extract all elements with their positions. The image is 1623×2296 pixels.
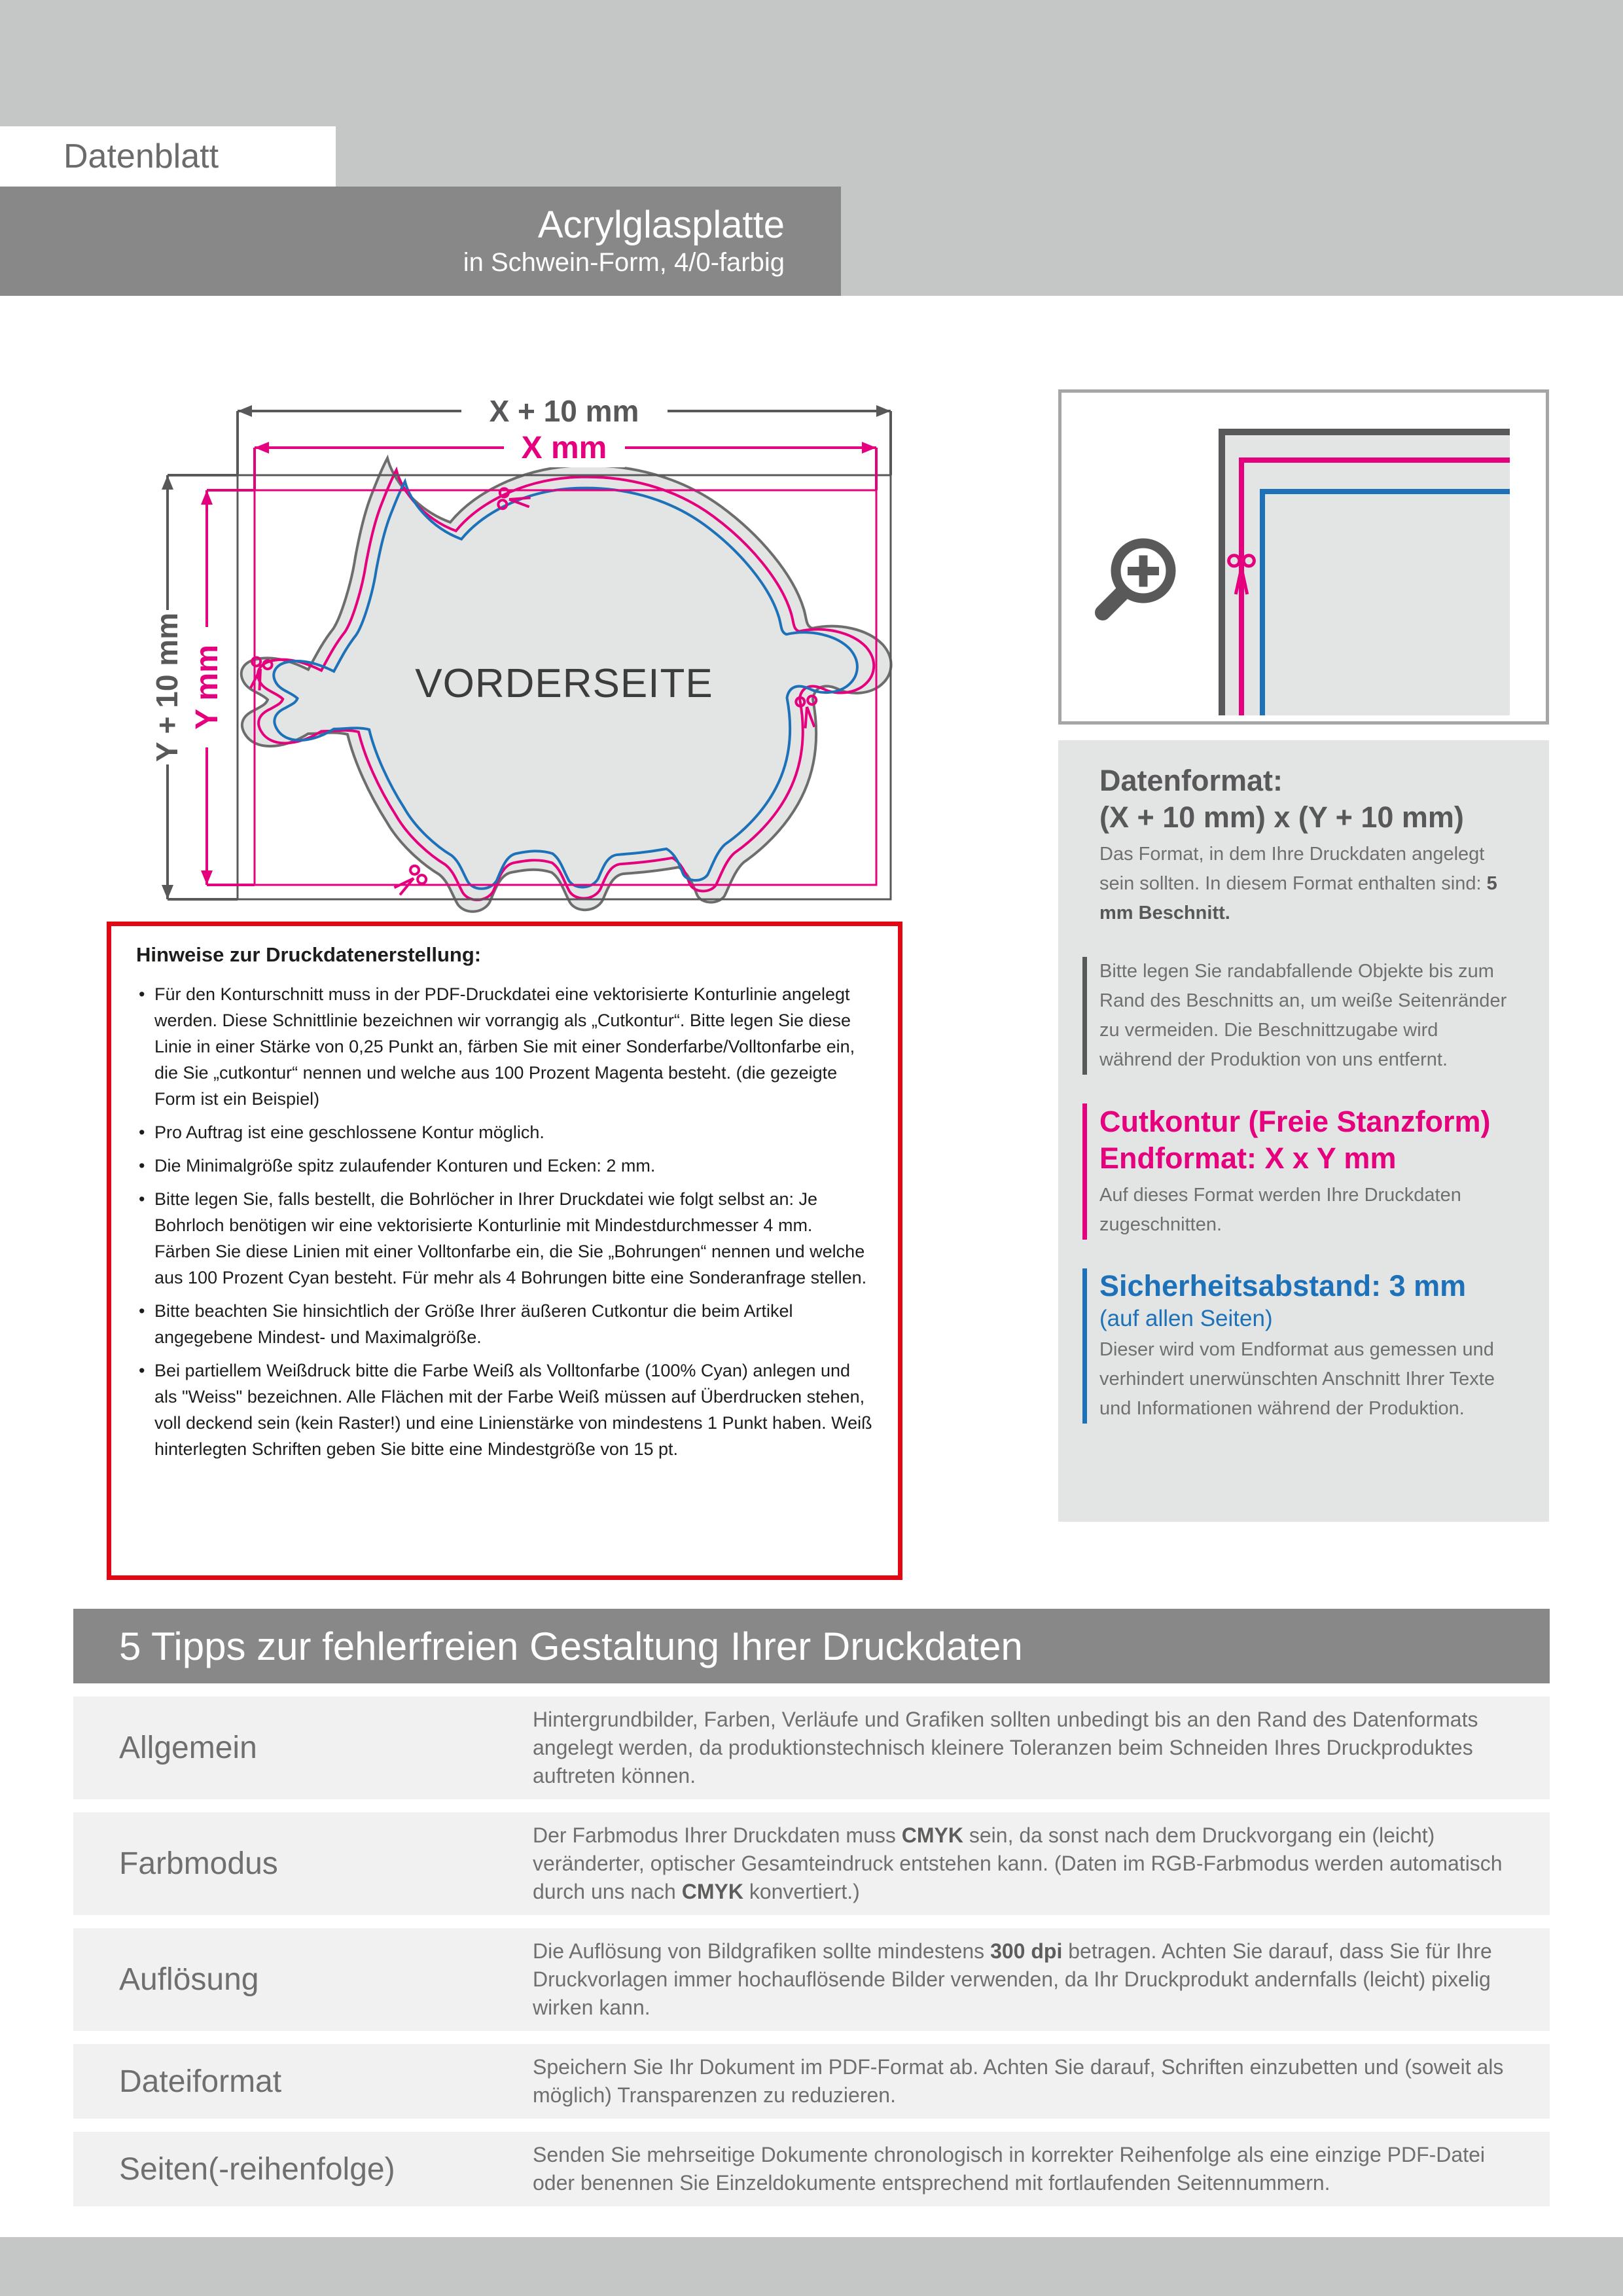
bleed-note-block <box>1082 957 1513 1075</box>
sicherheitsabstand-heading: Sicherheitsabstand: 3 mm <box>1099 1269 1467 1302</box>
list-item: • Die Minimalgröße spitz zulaufender Konturen und Ecken: 2 mm. <box>136 1153 873 1179</box>
dim-y-inner-label: Y mm <box>190 645 224 730</box>
table-row <box>73 2132 1550 2206</box>
product-title: Acrylglasplatte <box>537 203 785 246</box>
pig-shape-diagram <box>92 367 1021 942</box>
cutkontur-body: Auf dieses Format werden Ihre Druckdaten zugeschnitten. <box>1099 1185 1461 1235</box>
row-text-part: konvertiert.) <box>743 1880 860 1903</box>
row-text-part: sein, da sonst nach dem Druckvorgang ein (leicht) veränderter, optischer Gesamteindruck entstehen kann. (Daten im RGB-Farbmodus werden automatisch durch uns nach <box>533 1823 1503 1903</box>
datenformat-body-text: Das Format, in dem Ihre Druckdaten angelegt sein sollten. In diesem Format enthalten sind: <box>1099 844 1487 894</box>
row-text: Senden Sie mehrseitige Dokumente chronologisch in korrekter Reihenfolge als eine einzige PDF-Datei oder benennen Sie Einzeldokumente entsprechend mit fortlaufenden Seitennummern. <box>533 2143 1485 2195</box>
bleed-value: 5 mm Beschnitt. <box>1099 873 1497 924</box>
row-text-part: betragen. Achten Sie darauf, dass Sie für Ihre Druckvorlagen immer hochauflösende Bilder verwenden, da Ihr Druckprodukt andernfalls (leicht) pixelig wirken kann. <box>533 1939 1492 2019</box>
product-header-bar <box>0 187 841 296</box>
row-text: Hintergrundbilder, Farben, Verläufe und Grafiken sollten unbedingt bis an den Rand des Datenformats angelegt werden, da produktionstechnisch kleinere Toleranzen beim Schneiden Ihres Druckproduktes auftreten können. <box>533 1708 1478 1787</box>
datenformat-block <box>1099 762 1513 928</box>
row-text <box>533 1821 1517 1906</box>
dim-x-inner-label: X mm <box>521 431 607 465</box>
tips-header-bar <box>73 1609 1550 1683</box>
row-text-bold: CMYK <box>681 1880 743 1903</box>
tips-section <box>73 1609 1550 2206</box>
tips-heading: 5 Tipps zur fehlerfreien Gestaltung Ihrer Druckdaten <box>119 1624 1023 1668</box>
druckdaten-hinweise-box <box>107 922 902 1580</box>
row-text-part: Der Farbmodus Ihrer Druckdaten muss <box>533 1823 902 1847</box>
list-item: • Bitte beachten Sie hinsichtlich der Größe Ihrer äußeren Cutkontur die beim Artikel angegebene Mindest- und Maximalgröße. <box>136 1298 873 1350</box>
row-text <box>533 1937 1517 2022</box>
table-row <box>73 1928 1550 2031</box>
hinweise-list <box>136 981 873 1462</box>
dim-x-outer-label: X + 10 mm <box>489 394 639 428</box>
row-text-part: Die Auflösung von Bildgrafiken sollte mindestens <box>533 1939 991 1963</box>
corner-zoom-box <box>1058 389 1549 725</box>
datenformat-body <box>1099 840 1513 928</box>
product-subtitle: in Schwein-Form, 4/0-farbig <box>463 247 785 277</box>
row-label: Allgemein <box>119 1731 257 1765</box>
doc-label: Datenblatt <box>63 137 219 175</box>
sicherheitsabstand-body: Dieser wird vom Endformat aus gemessen und verhindert unerwünschten Anschnitt Ihrer Texte und Informationen während der Produktion. <box>1099 1339 1495 1419</box>
footer-band <box>0 2237 1623 2296</box>
bleed-note-text: Bitte legen Sie randabfallende Objekte bis zum Rand des Beschnitts an, um weiße Seitenränder zu vermeiden. Die Beschnittzugabe wird während der Produktion von uns entfernt. <box>1099 961 1507 1070</box>
list-item: • Bei partiellem Weißdruck bitte die Farbe Weiß als Volltonfarbe (100% Cyan) anlegen und als "Weiss" bezeichnen. Alle Flächen mit der Farbe Weiß müssen auf Überdrucken stehen, voll deckend sein (kein Raster!) und eine Linienstärke von mindestens 1 Punkt haben. Weiß hinterlegten Schriften geben Sie bitte eine Mindestgröße von 15 pt. <box>136 1357 873 1462</box>
row-label: Farbmodus <box>119 1846 278 1881</box>
datenformat-heading: Datenformat: <box>1099 764 1283 797</box>
sicherheitsabstand-subheading: (auf allen Seiten) <box>1099 1306 1273 1331</box>
cutkontur-heading-1: Cutkontur (Freie Stanzform) <box>1099 1105 1491 1138</box>
cutkontur-heading-2: Endformat: X x Y mm <box>1099 1141 1397 1175</box>
table-row <box>73 1812 1550 1915</box>
list-item: • Bitte legen Sie, falls bestellt, die Bohrlöcher in Ihrer Druckdatei wie folgt selbst an: Je Bohrloch benötigen wir eine vektorisierte Konturlinie mit Mindestdurchmesser 4 mm. Färben Sie diese Linien mit einer Volltonfarbe ein, die Sie „Bohrungen“ nennen und welche aus 100 Prozent Cyan besteht. Für mehr als 4 Bohrungen bitte eine Sonderanfrage stellen. <box>136 1186 873 1291</box>
corner-zoom-diagram <box>1061 393 1546 721</box>
front-side-label: VORDERSEITE <box>415 661 713 706</box>
row-text: Speichern Sie Ihr Dokument im PDF-Format ab. Achten Sie darauf, Schriften einzubetten und (soweit als möglich) Transparenzen zu reduzieren. <box>533 2055 1504 2107</box>
row-label: Seiten(-reihenfolge) <box>119 2151 395 2187</box>
table-row <box>73 2044 1550 2119</box>
row-text-bold: CMYK <box>901 1823 963 1847</box>
row-text-bold: 300 dpi <box>990 1939 1063 1963</box>
list-item: • Pro Auftrag ist eine geschlossene Kontur möglich. <box>136 1119 873 1145</box>
list-item: • Für den Konturschnitt muss in der PDF-Druckdatei eine vektorisierte Konturlinie angelegt werden. Diese Schnittlinie bezeichnen wir vorrangig als „Cutkontur“. Bitte legen Sie diese Linie in einer Stärke von 0,25 Punkt an, färben Sie mit einer Sonderfarbe/Volltonfarbe ein, die Sie „cutkontur“ nennen und welche aus 100 Prozent Magenta besteht. (die gezeigte Form ist ein Beispiel) <box>136 981 873 1112</box>
row-label: Auflösung <box>119 1962 259 1997</box>
sicherheitsabstand-block <box>1082 1268 1513 1424</box>
dim-y-outer-label: Y + 10 mm <box>150 612 184 762</box>
doc-label-box <box>0 126 336 187</box>
datenformat-formula: (X + 10 mm) x (Y + 10 mm) <box>1099 800 1464 834</box>
row-label: Dateiformat <box>119 2064 282 2099</box>
cutkontur-block <box>1082 1103 1513 1240</box>
hinweise-title: Hinweise zur Druckdatenerstellung: <box>136 943 482 966</box>
scissors-icon <box>391 864 428 899</box>
magnifier-plus-icon <box>1103 543 1171 613</box>
format-info-panel <box>1058 740 1549 1522</box>
table-row <box>73 1696 1550 1799</box>
